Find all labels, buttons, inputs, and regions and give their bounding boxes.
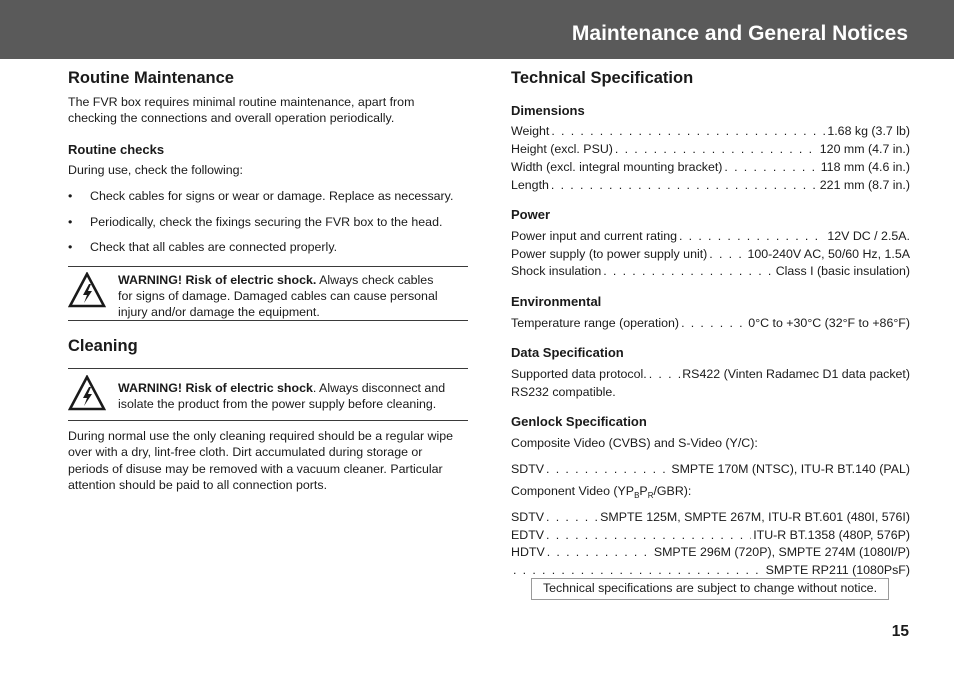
spec-row	[511, 544, 910, 560]
spec-label: Length	[511, 178, 549, 192]
spec-row	[511, 228, 910, 244]
spec-label: HDTV	[511, 545, 545, 559]
spec-row	[511, 509, 910, 525]
environmental-heading: Environmental	[511, 294, 602, 309]
spec-label: Weight	[511, 124, 550, 138]
shock-warning-text	[118, 272, 463, 321]
list-item-text: Periodically, check the fixings securing the FVR box to the head.	[90, 215, 443, 229]
spec-value: ITU-R BT.1358 (480P, 576P)	[753, 528, 910, 542]
divider	[68, 368, 468, 369]
spec-row	[511, 562, 910, 578]
cleaning-body	[68, 428, 468, 493]
cleaning-body-line: over with a dry, lint-free cloth. Dirt accumulated during storage or	[68, 445, 423, 460]
warning-line-2: for signs of damage. Damaged cables can cause personal	[118, 289, 438, 304]
spec-label: Width (excl. integral mounting bracket)	[511, 160, 723, 174]
routine-intro-line-1: The FVR box requires minimal routine maintenance, apart from	[68, 95, 415, 109]
spec-row	[511, 263, 910, 279]
spec-value: Class I (basic insulation)	[775, 264, 910, 278]
warning-line-3: injury and/or damage the equipment.	[118, 305, 320, 320]
warning-line-2: isolate the product from the power supply before cleaning.	[118, 397, 437, 412]
spec-label: SDTV	[511, 510, 545, 524]
warning-bold: WARNING! Risk of electric shock	[118, 381, 313, 395]
spec-label: Temperature range (operation)	[511, 316, 680, 330]
data-specification-heading: Data Specification	[511, 345, 624, 360]
divider	[68, 266, 468, 267]
list-item-text: Check that all cables are connected properly.	[90, 240, 338, 254]
dimensions-heading: Dimensions	[511, 103, 585, 118]
spec-value: 12V DC / 2.5A.	[827, 229, 910, 243]
spec-value: 1.68 kg (3.7 lb)	[827, 124, 910, 138]
spec-row	[511, 366, 910, 382]
cleaning-warning-text	[118, 380, 463, 412]
routine-maintenance-heading: Routine Maintenance	[68, 69, 234, 87]
spec-row	[511, 141, 910, 157]
spec-row	[511, 315, 910, 331]
routine-checks-heading: Routine checks	[68, 142, 165, 157]
cleaning-heading: Cleaning	[68, 337, 138, 355]
spec-label: EDTV	[511, 528, 545, 542]
component-text-p: P	[639, 484, 648, 498]
component-text-post: /GBR):	[653, 484, 692, 498]
list-item-text: Check cables for signs or wear or damage. Replace as necessary.	[90, 189, 454, 203]
component-video-label	[511, 483, 691, 504]
page-number: 15	[891, 623, 909, 640]
cleaning-body-line: periods of disuse may be removed with a vacuum cleaner. Particular	[68, 461, 443, 476]
page-title: Maintenance and General Notices	[571, 22, 908, 45]
spec-value: RS422 (Vinten Radamec D1 data packet)	[682, 367, 910, 381]
genlock-specification-heading: Genlock Specification	[511, 414, 647, 429]
warning-text: . Always disconnect and	[312, 381, 446, 395]
electric-shock-warning-icon	[68, 272, 106, 308]
spec-row	[511, 461, 910, 477]
routine-checks-intro: During use, check the following:	[68, 163, 243, 177]
spec-label: Supported data protocol.	[511, 367, 647, 381]
technical-specification-heading: Technical Specification	[511, 69, 694, 87]
spec-value: SMPTE 296M (720P), SMPTE 274M (1080I/P)	[653, 545, 910, 559]
spec-row	[511, 246, 910, 262]
spec-row	[511, 123, 910, 139]
spec-label: Height (excl. PSU)	[511, 142, 613, 156]
routine-intro-line-2: checking the connections and overall operation periodically.	[68, 111, 395, 125]
cleaning-body-line: attention should be paid to all connection ports.	[68, 477, 328, 492]
composite-video-label: Composite Video (CVBS) and S-Video (Y/C):	[511, 436, 758, 450]
spec-value: 118 mm (4.6 in.)	[820, 160, 910, 174]
page-header	[0, 0, 954, 59]
spec-value: 0°C to +30°C (32°F to +86°F)	[748, 316, 910, 330]
divider	[68, 420, 468, 421]
spec-row	[511, 527, 910, 543]
electric-shock-warning-icon	[68, 375, 106, 411]
cleaning-body-line: During normal use the only cleaning required should be a regular wipe	[68, 429, 454, 443]
spec-label: Power supply (to power supply unit)	[511, 247, 708, 261]
power-heading: Power	[511, 207, 551, 222]
spec-row	[511, 177, 910, 193]
spec-value: SMPTE 125M, SMPTE 267M, ITU-R BT.601 (480I, 576I)	[600, 510, 910, 524]
spec-value: SMPTE 170M (NTSC), ITU-R BT.140 (PAL)	[671, 462, 910, 476]
spec-row	[511, 159, 910, 175]
component-text: Component Video (YP	[511, 484, 635, 498]
spec-change-notice: Technical specifications are subject to change without notice.	[531, 578, 889, 600]
spec-value: 120 mm (4.7 in.)	[819, 142, 910, 156]
spec-label: Shock insulation	[511, 264, 602, 278]
warning-text: Always check cables	[316, 273, 434, 287]
warning-bold: WARNING! Risk of electric shock.	[118, 273, 317, 287]
component-sub-b: B	[634, 491, 640, 500]
spec-value: 221 mm (8.7 in.)	[819, 178, 910, 192]
spec-value: 100-240V AC, 50/60 Hz, 1.5A	[747, 247, 910, 261]
spec-label: SDTV	[511, 462, 545, 476]
spec-label: Power input and current rating	[511, 229, 677, 243]
component-sub-r: R	[647, 491, 654, 500]
data-spec-line-2: RS232 compatible.	[511, 385, 616, 399]
spec-value: SMPTE RP211 (1080PsF)	[765, 563, 910, 577]
divider	[68, 320, 468, 321]
